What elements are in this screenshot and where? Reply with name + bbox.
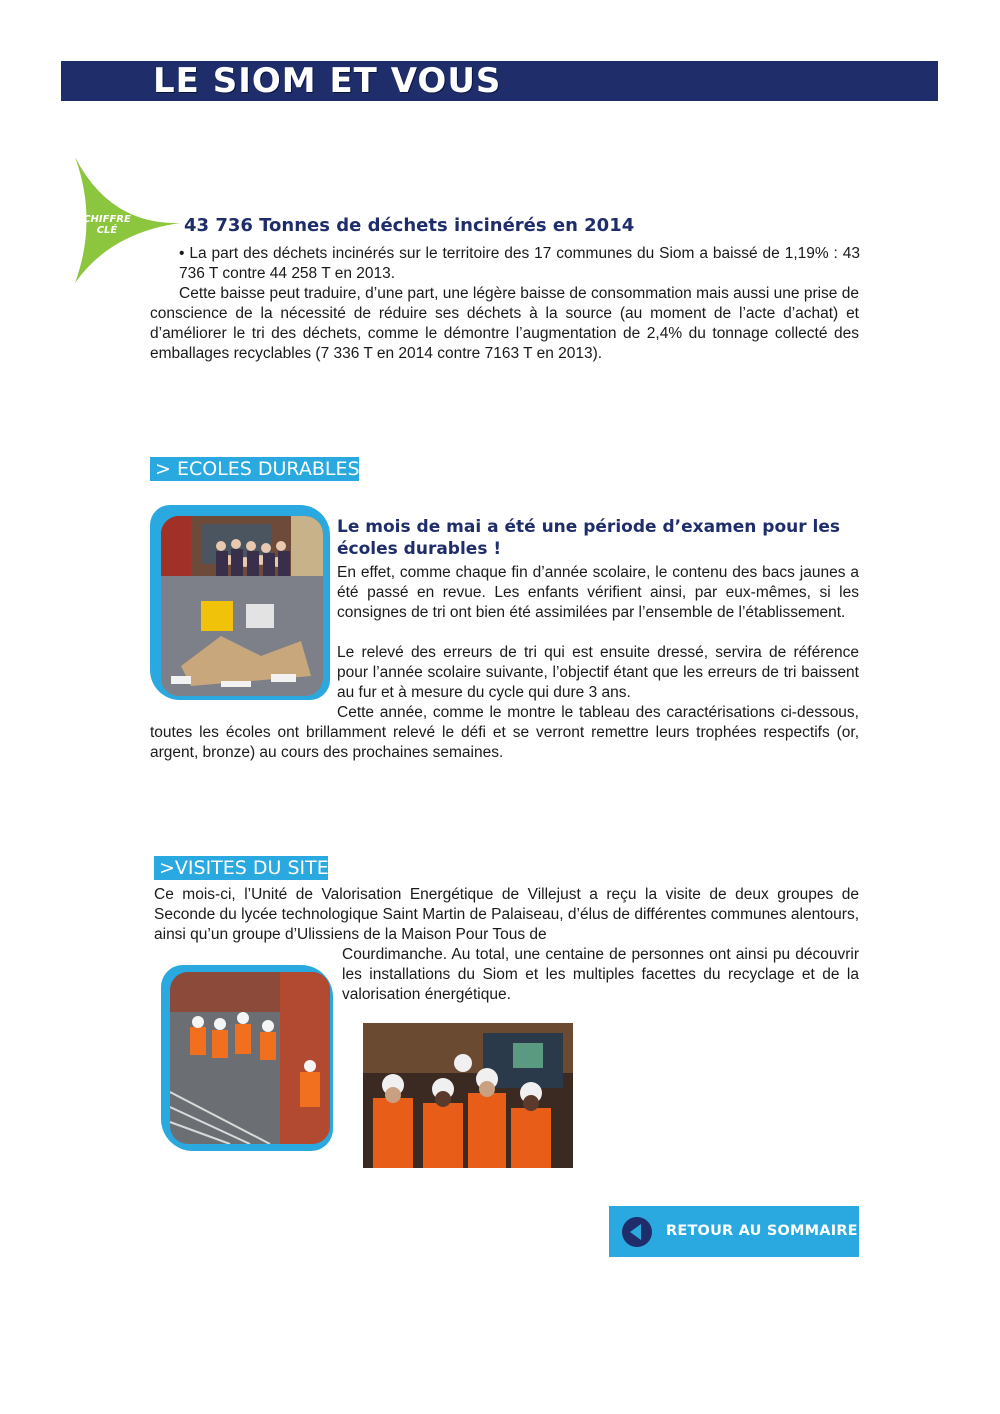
ecoles-paragraph-2: Le relevé des erreurs de tri qui est ensuite dressé, servira de référence pour l’année scolaire suivante, l’objectif étant que les erreurs de tri baissent au fur et à mesure du cycle qui dure 3 ans. [337, 644, 859, 701]
site-visit-photo-2 [363, 1023, 573, 1168]
badge-line-1: CHIFFRE [83, 214, 131, 225]
visites-paragraph-1: Ce mois-ci, l’Unité de Valorisation Energétique de Villejust a reçu la visite de deux groupes de Seconde du lycée technologique Saint Martin de Palaiseau, d’élus de différentes communes alentours, ainsi qu’un groupe d’Ulissiens de la Maison Pour Tous de [154, 886, 859, 943]
badge-line-2: CLÉ [96, 225, 118, 236]
key-figure-bullet: • La part des déchets incinérés sur le territoire des 17 communes du Siom a baissé de 1,19% : 43 736 T contre 44 258 T en 2013. [179, 245, 860, 282]
site-visit-photo-1 [170, 972, 330, 1144]
return-to-summary-button[interactable] [609, 1206, 859, 1257]
school-photo [161, 516, 323, 696]
key-figure-title: 43 736 Tonnes de déchets incinérés en 2014 [184, 215, 635, 236]
visites-paragraph-2: Courdimanche. Au total, une centaine de personnes ont ainsi pu découvrir les installations du Siom et les multiples facettes du recyclage et de la valorisation énergétique. [342, 946, 859, 1003]
page-header [61, 61, 938, 101]
ecoles-paragraph-3: Cette année, comme le montre le tableau des caractérisations ci-dessous, toutes les écoles ont brillamment relevé le défi et se verront remettre leurs trophées respectifs (or, argent, bronze) au cours des prochaines semaines. [150, 704, 859, 761]
section-tag-visites: >VISITES DU SITE [154, 856, 328, 880]
ecoles-paragraph-1: En effet, comme chaque fin d’année scolaire, le contenu des bacs jaunes a été passé en revue. Les enfants vérifient ainsi, par eux-mêmes, si les consignes de tri ont bien été assimilées par l’ensemble de l’établissement. [337, 564, 859, 621]
key-figure-paragraph: Cette baisse peut traduire, d’une part, une légère baisse de consommation mais aussi une prise de conscience de la nécessité de réduire ses déchets à la source (au moment de l’acte d’achat) et d’améliorer le tri des déchets, comme le démontre l’augmentation de 2,4% du tonnage collecté des emballages recyclables (7 336 T en 2014 contre 7163 T en 2013). [150, 285, 859, 362]
back-arrow-icon [621, 1216, 653, 1248]
page-title: LE SIOM ET VOUS [153, 61, 502, 101]
return-button-label: RETOUR AU SOMMAIRE [666, 1223, 858, 1239]
ecoles-heading: Le mois de mai a été une période d’examen pour les écoles durables ! [337, 517, 841, 559]
section-tag-ecoles: > ECOLES DURABLES [150, 457, 359, 481]
key-figure-badge-label [82, 214, 132, 236]
